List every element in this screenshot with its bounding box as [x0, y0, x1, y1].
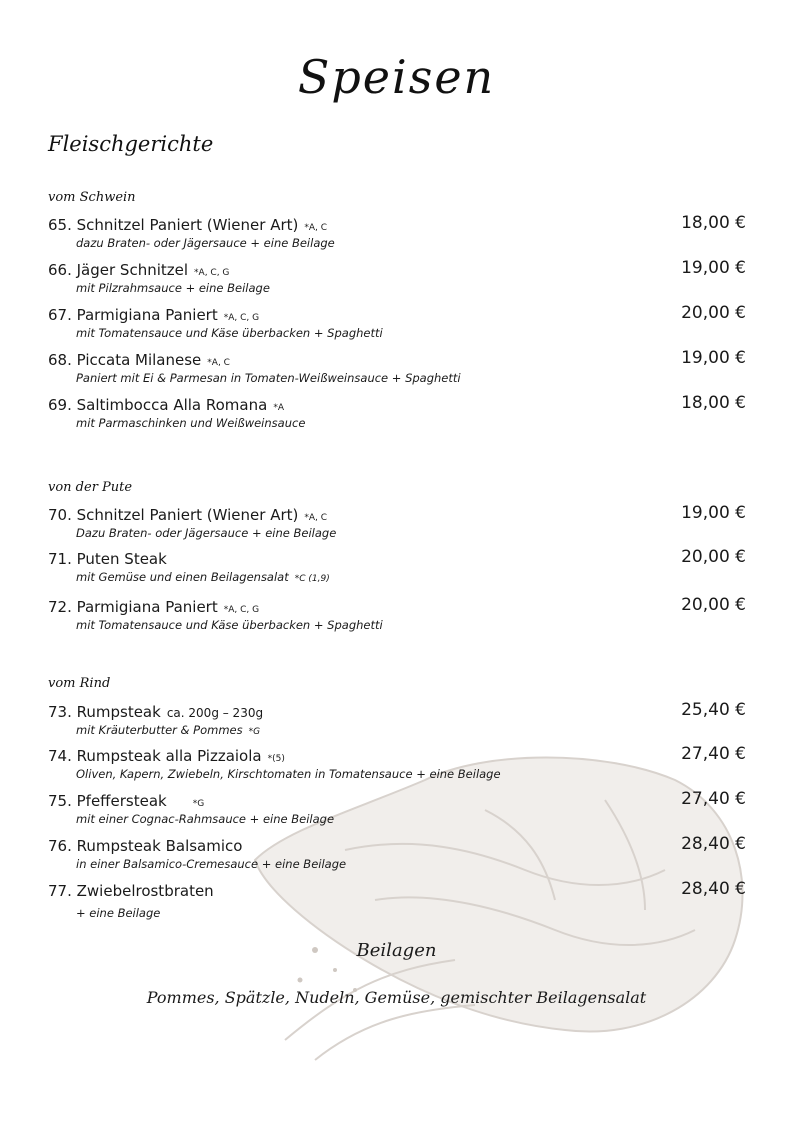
item-weight: ca. 200g – 230g: [166, 706, 264, 720]
item-description: mit Tomatensauce und Käse überbacken + Spaghetti: [76, 618, 383, 632]
item-allergens: *A, C: [304, 513, 328, 523]
item-description: mit Pilzrahmsauce + eine Beilage: [76, 281, 270, 295]
page-title: Speisen: [297, 50, 496, 104]
item-allergens: *A, C: [207, 358, 230, 368]
item-name: 73. Rumpsteak: [48, 703, 161, 721]
item-name: 72. Parmigiana Paniert: [48, 598, 218, 616]
item-description: [76, 570, 748, 584]
item-allergens: *G: [248, 727, 261, 737]
item-description: mit einer Cognac-Rahmsauce + eine Beilage: [76, 812, 335, 826]
item-allergens: *A, C: [304, 223, 328, 233]
menu-item: [48, 215, 748, 250]
menu-item: [48, 549, 748, 584]
subsection-title: vom Rind: [48, 676, 111, 691]
subsection-title: vom Schwein: [48, 190, 136, 205]
item-price: 28,40 €: [681, 879, 746, 899]
item-allergens: *A, C, G: [223, 605, 260, 615]
menu-item: [48, 746, 748, 781]
item-price: 18,00 €: [681, 213, 746, 233]
menu-item: [48, 305, 748, 340]
item-description: Paniert mit Ei & Parmesan in Tomaten-Weißweinsauce + Spaghetti: [76, 371, 461, 385]
item-description-text: mit Gemüse und einen Beilagensalat: [76, 570, 289, 584]
item-price: 28,40 €: [681, 834, 746, 854]
item-allergens: *A, C, G: [223, 313, 260, 323]
item-description: dazu Braten- oder Jägersauce + eine Beilage: [76, 236, 335, 250]
menu-item: [48, 350, 748, 385]
item-price: 27,40 €: [681, 744, 746, 764]
item-allergens: *G: [192, 799, 205, 809]
item-price: 19,00 €: [681, 503, 746, 523]
item-name: 68. Piccata Milanese: [48, 351, 202, 369]
item-description: mit Tomatensauce und Käse überbacken + Spaghetti: [76, 326, 383, 340]
item-name: 76. Rumpsteak Balsamico: [48, 837, 243, 855]
menu-item: [48, 505, 748, 540]
item-price: 25,40 €: [681, 700, 746, 720]
menu-item: [48, 836, 748, 871]
menu-item: [48, 702, 748, 737]
section-title: Fleischgerichte: [48, 132, 214, 156]
item-name: 66. Jäger Schnitzel: [48, 261, 189, 279]
item-description: Dazu Braten- oder Jägersauce + eine Beilage: [76, 526, 337, 540]
item-description: + eine Beilage: [76, 906, 161, 920]
item-price: 20,00 €: [681, 595, 746, 615]
item-price: 19,00 €: [681, 348, 746, 368]
item-name: 75. Pfeffersteak: [48, 792, 167, 810]
item-description: [76, 723, 748, 737]
item-price: 20,00 €: [681, 303, 746, 323]
item-allergens: *C (1,9): [294, 574, 330, 584]
item-description: in einer Balsamico-Cremesauce + eine Beilage: [76, 857, 347, 871]
sides-title: Beilagen: [356, 940, 437, 961]
item-description: Oliven, Kapern, Zwiebeln, Kirschtomaten in Tomatensauce + eine Beilage: [76, 767, 501, 781]
item-name: 70. Schnitzel Paniert (Wiener Art): [48, 506, 299, 524]
sides-list: Pommes, Spätzle, Nudeln, Gemüse, gemischter Beilagensalat: [146, 988, 647, 1007]
item-allergens: *A, C, G: [194, 268, 230, 278]
item-name: 71. Puten Steak: [48, 550, 167, 568]
item-price: 27,40 €: [681, 789, 746, 809]
item-name: 74. Rumpsteak alla Pizzaiola: [48, 747, 262, 765]
item-price: 19,00 €: [681, 258, 746, 278]
item-price: 20,00 €: [681, 547, 746, 567]
menu-item: [48, 260, 748, 295]
item-allergens: *A: [273, 403, 284, 413]
subsection-title: von der Pute: [48, 480, 133, 495]
item-price: 18,00 €: [681, 393, 746, 413]
menu-item: [48, 791, 748, 826]
item-name: 65. Schnitzel Paniert (Wiener Art): [48, 216, 299, 234]
item-name: 67. Parmigiana Paniert: [48, 306, 218, 324]
menu-item: [48, 597, 748, 632]
item-name: 69. Saltimbocca Alla Romana: [48, 396, 268, 414]
menu-item: [48, 395, 748, 430]
menu-item: [48, 881, 748, 920]
item-name: 77. Zwiebelrostbraten: [48, 882, 214, 900]
item-allergens: *(5): [267, 754, 285, 764]
item-description-text: mit Kräuterbutter & Pommes: [76, 723, 243, 737]
item-description: mit Parmaschinken und Weißweinsauce: [76, 416, 306, 430]
